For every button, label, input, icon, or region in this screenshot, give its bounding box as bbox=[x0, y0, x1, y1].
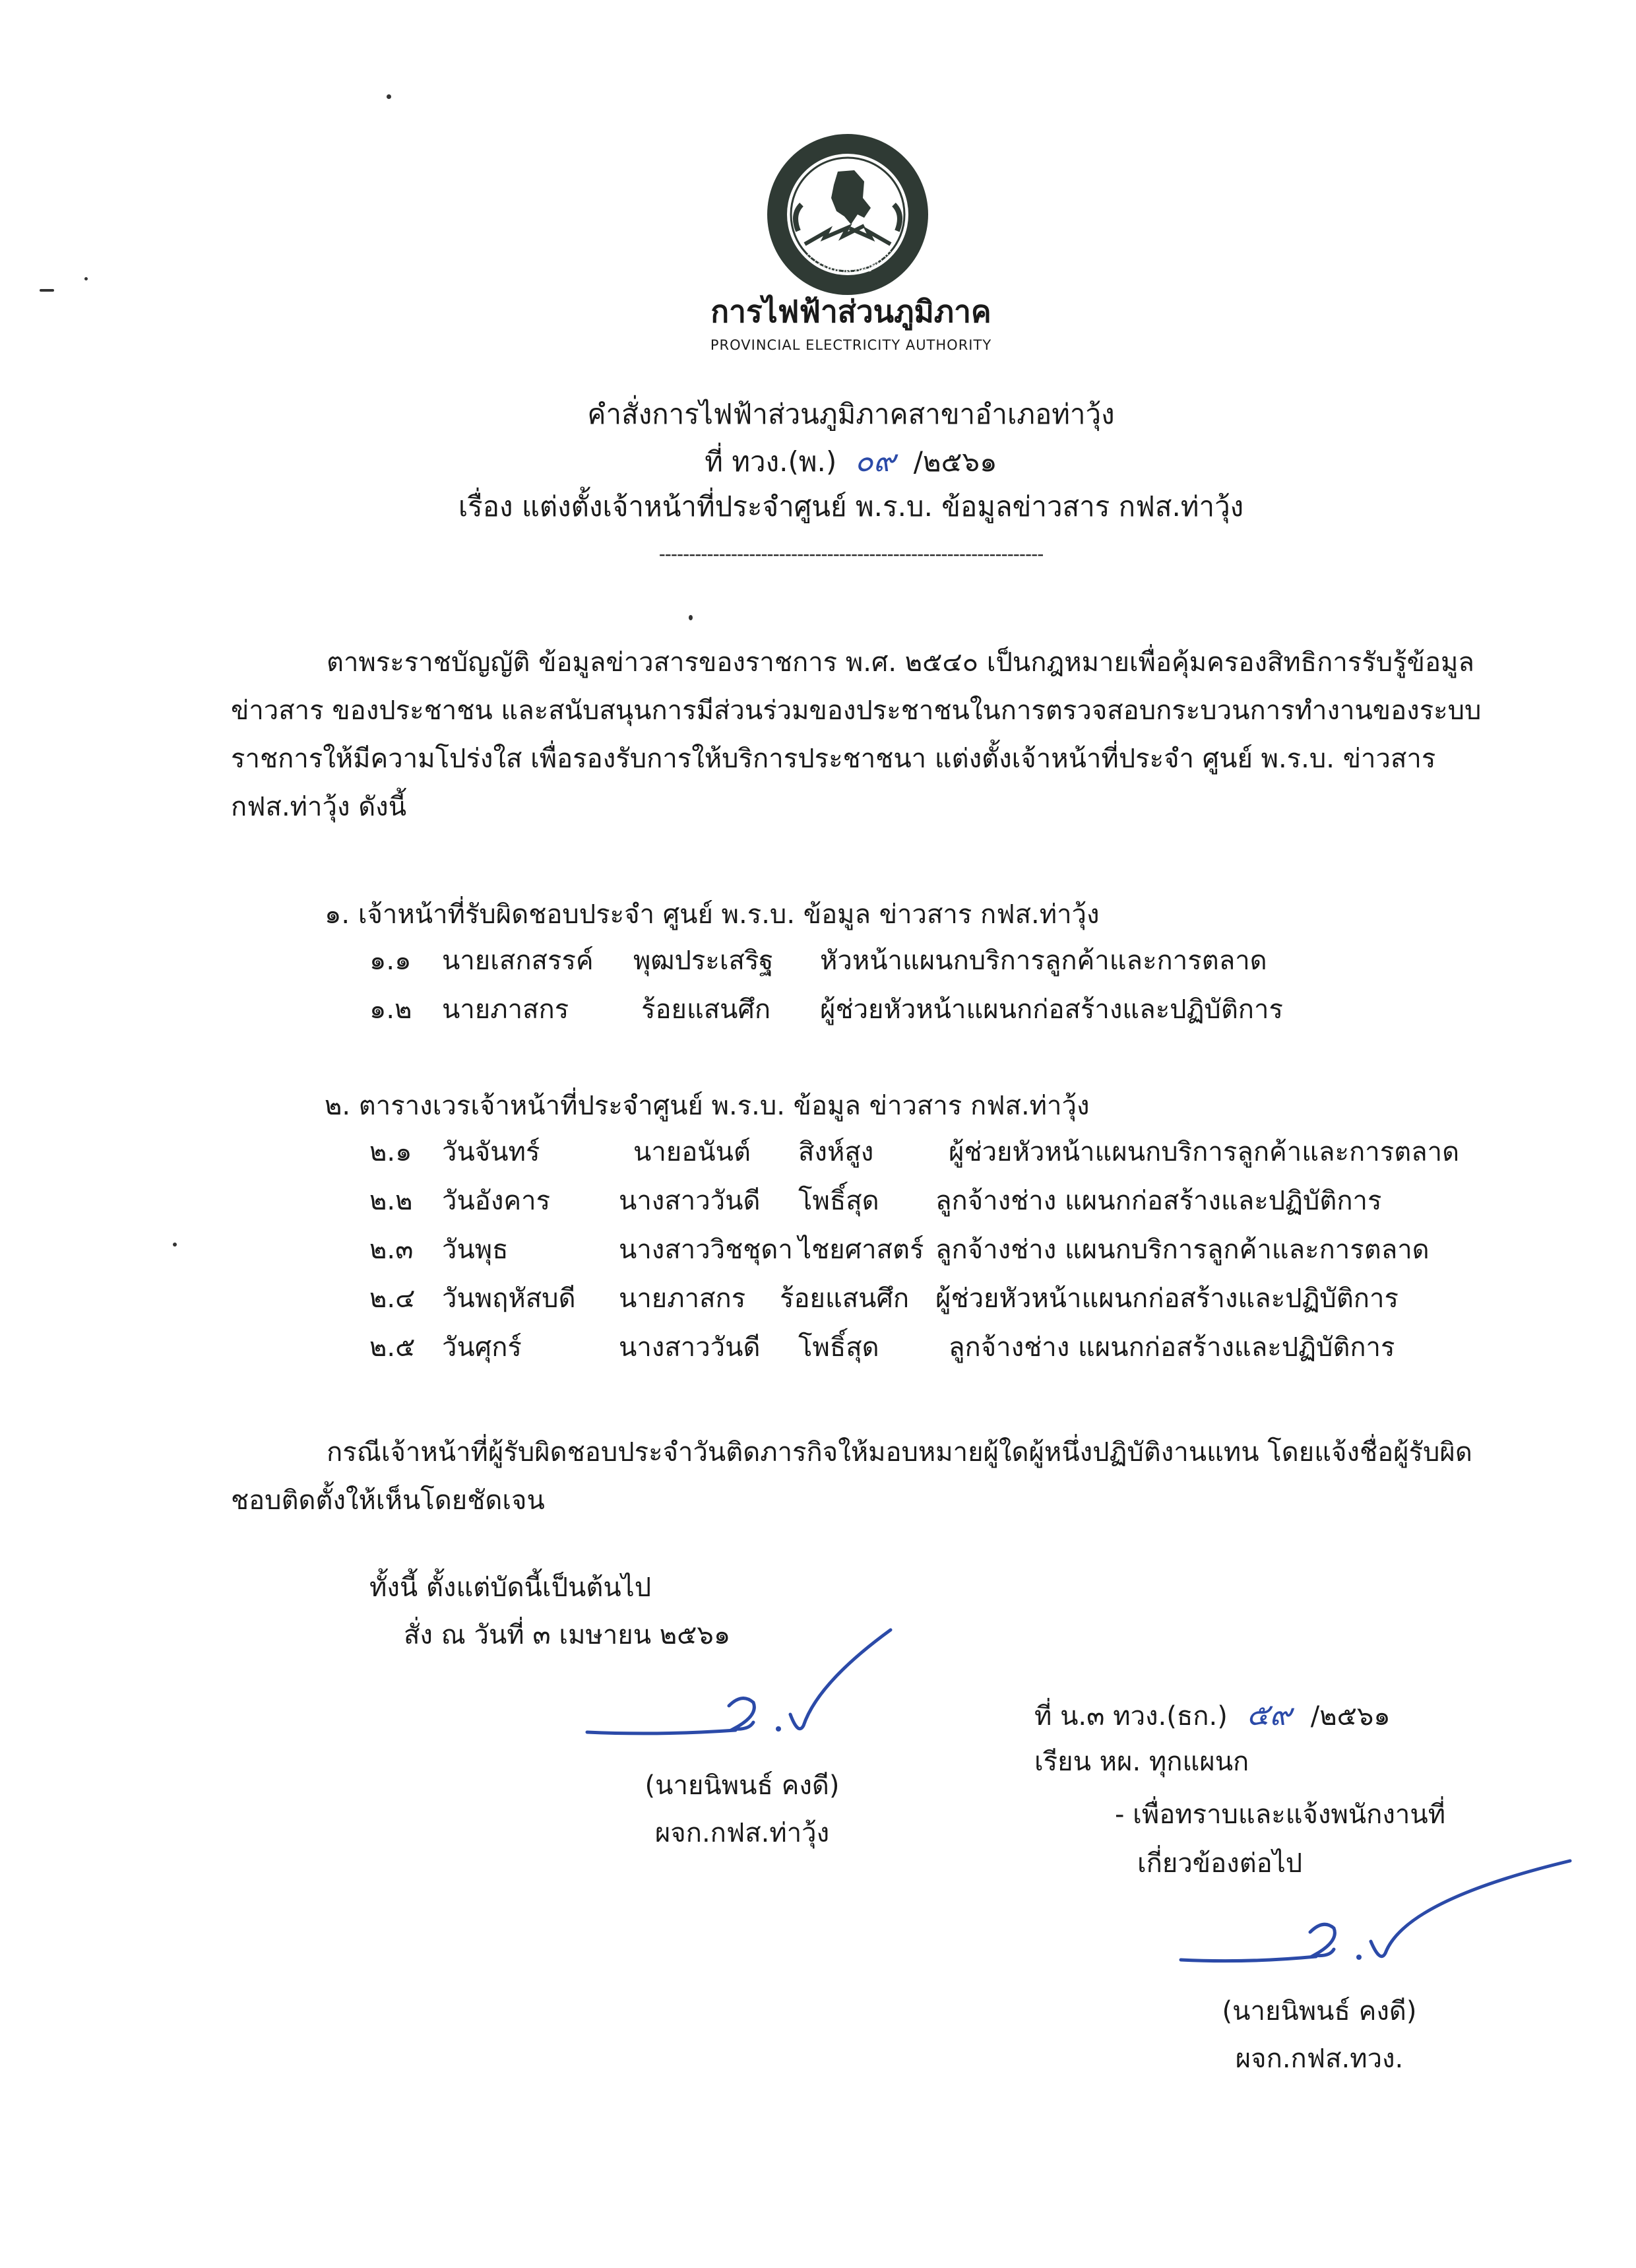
schedule-row bbox=[369, 1132, 1491, 1172]
row-number: ๑.๒ bbox=[369, 994, 412, 1025]
order-number bbox=[515, 442, 1187, 480]
endorsement-number bbox=[1034, 1696, 1391, 1735]
schedule-row bbox=[369, 1279, 1491, 1318]
row-surname: โพธิ์สุด bbox=[798, 1186, 879, 1216]
row-number: ๒.๓ bbox=[369, 1235, 414, 1265]
schedule-row bbox=[369, 1181, 1491, 1221]
row-position: ลูกจ้างช่าง แผนกก่อสร้างและปฏิบัติการ bbox=[949, 1332, 1395, 1363]
row-name: นางสาววิชชุดา bbox=[619, 1235, 793, 1265]
handwritten-signature-icon bbox=[1174, 1848, 1596, 1980]
row-surname: ร้อยแสนศึก bbox=[641, 994, 771, 1025]
row-surname: พุฒประเสริฐ bbox=[633, 946, 774, 976]
order-heading: คำสั่งการไฟฟ้าส่วนภูมิภาคสาขาอำเภอท่าวุ้ง bbox=[587, 398, 1115, 430]
pea-logo bbox=[765, 132, 930, 297]
row-surname: โพธิ์สุด bbox=[798, 1332, 879, 1363]
row-day: วันพุธ bbox=[442, 1235, 509, 1265]
pea-logo-icon bbox=[765, 132, 930, 297]
endorsement-number-handwritten: ๕๙ bbox=[1246, 1697, 1292, 1732]
scan-speck bbox=[689, 615, 693, 620]
header-divider: ---------------------------------------------------------------- bbox=[658, 543, 1044, 565]
effective-statement: ทั้งนี้ ตั้งแต่บัดนี้เป็นต้นไป bbox=[369, 1572, 652, 1603]
row-number: ๒.๑ bbox=[369, 1137, 412, 1167]
row-day: วันอังคาร bbox=[442, 1186, 551, 1216]
signer-left-position: ผจก.กฟส.ท่าวุ้ง bbox=[654, 1818, 830, 1848]
scan-speck bbox=[173, 1243, 177, 1247]
endorsement-note-line2: เกี่ยวข้องต่อไป bbox=[1137, 1848, 1303, 1879]
closing-paragraph: กรณีเจ้าหน้าที่ผู้รับผิดชอบประจำวันติดภารกิจให้มอบหมายผู้ใดผู้หนึ่งปฏิบัติงานแทน โดยแจ้งชื่อผู้รับผิดชอบติดตั้งให้เห็นโดยชัดเจน bbox=[231, 1437, 1472, 1516]
order-date: สั่ง ณ วันที่ ๓ เมษายน ๒๕๖๑ bbox=[404, 1620, 731, 1650]
row-name: นายภาสกร bbox=[619, 1283, 746, 1314]
section1-row bbox=[369, 941, 1491, 981]
endorsement-number-suffix: /๒๕๖๑ bbox=[1310, 1701, 1391, 1732]
order-number-suffix: /๒๕๖๑ bbox=[913, 445, 997, 478]
scan-speck bbox=[40, 289, 54, 292]
section2-title: ๒. ตารางเวรเจ้าหน้าที่ประจำศูนย์ พ.ร.บ. ข้อมูล ข่าวสาร กฟส.ท่าวุ้ง bbox=[325, 1091, 1090, 1121]
order-number-prefix: ที่ ทวง.(พ.) bbox=[705, 445, 837, 478]
row-name: นายเสกสรรค์ bbox=[442, 946, 594, 976]
row-surname: ไชยศาสตร์ bbox=[798, 1235, 924, 1265]
row-day: วันพฤหัสบดี bbox=[442, 1283, 576, 1314]
endorsement-number-prefix: ที่ น.๓ ทวง.(ธก.) bbox=[1034, 1701, 1228, 1732]
row-name: นางสาววันดี bbox=[619, 1186, 761, 1216]
row-position: ผู้ช่วยหัวหน้าแผนกก่อสร้างและปฏิบัติการ bbox=[935, 1283, 1399, 1314]
row-position: หัวหน้าแผนกบริการลูกค้าและการตลาด bbox=[820, 946, 1267, 976]
row-day: วันจันทร์ bbox=[442, 1137, 540, 1167]
row-position: ลูกจ้างช่าง แผนกบริการลูกค้าและการตลาด bbox=[935, 1235, 1430, 1265]
section1-row bbox=[369, 990, 1491, 1029]
row-day: วันศุกร์ bbox=[442, 1332, 522, 1363]
row-name: นายภาสกร bbox=[442, 994, 569, 1025]
row-number: ๒.๕ bbox=[369, 1332, 416, 1363]
endorsement-recipient: เรียน หผ. ทุกแผนก bbox=[1034, 1747, 1249, 1777]
org-name-th: การไฟฟ้าส่วนภูมิภาค bbox=[710, 294, 991, 329]
schedule-row bbox=[369, 1230, 1491, 1270]
row-surname: สิงห์สูง bbox=[798, 1137, 874, 1167]
row-position: ผู้ช่วยหัวหน้าแผนกบริการลูกค้าและการตลาด bbox=[949, 1137, 1460, 1167]
row-position: ผู้ช่วยหัวหน้าแผนกก่อสร้างและปฏิบัติการ bbox=[820, 994, 1283, 1025]
handwritten-signature-icon bbox=[581, 1610, 990, 1755]
signature-right bbox=[1174, 1848, 1596, 1980]
row-name: นายอนันต์ bbox=[633, 1137, 751, 1167]
signer-right-name: (นายนิพนธ์ คงดี) bbox=[1222, 1996, 1417, 2026]
schedule-row bbox=[369, 1328, 1491, 1367]
row-number: ๒.๒ bbox=[369, 1186, 413, 1216]
order-subject: เรื่อง แต่งตั้งเจ้าหน้าที่ประจำศูนย์ พ.ร.บ. ข้อมูลข่าวสาร กฟส.ท่าวุ้ง bbox=[458, 490, 1244, 523]
scan-speck bbox=[387, 94, 391, 99]
row-number: ๑.๑ bbox=[369, 946, 412, 976]
section1-title: ๑. เจ้าหน้าที่รับผิดชอบประจำ ศูนย์ พ.ร.บ. ข้อมูล ข่าวสาร กฟส.ท่าวุ้ง bbox=[325, 899, 1100, 930]
scan-speck bbox=[84, 277, 88, 280]
logo-ring-text: การไฟฟ้าส่วนภูมิภาค bbox=[804, 244, 894, 276]
order-number-handwritten: ๐๙ bbox=[854, 443, 896, 478]
row-number: ๒.๔ bbox=[369, 1283, 416, 1314]
signature-left bbox=[581, 1610, 990, 1755]
endorsement-note-line1: - เพื่อทราบและแจ้งพนักงานที่ bbox=[1115, 1799, 1446, 1830]
signer-right-position: ผจก.กฟส.ทวง. bbox=[1235, 2044, 1404, 2074]
row-position: ลูกจ้างช่าง แผนกก่อสร้างและปฏิบัติการ bbox=[935, 1186, 1382, 1216]
signer-left-name: (นายนิพนธ์ คงดี) bbox=[645, 1770, 840, 1801]
row-name: นางสาววันดี bbox=[619, 1332, 761, 1363]
org-name-en: PROVINCIAL ELECTRICITY AUTHORITY bbox=[710, 337, 992, 353]
row-surname: ร้อยแสนศึก bbox=[780, 1283, 910, 1314]
intro-paragraph: ตาพระราชบัญญัติ ข้อมูลข่าวสารของราชการ พ.ศ. ๒๕๔๐ เป็นกฎหมายเพื่อคุ้มครองสิทธิการรับรู้ข้อมูลข่าวสาร ของประชาชน และสนับสนุนการมีส่วนร่วมของประชาชนในการตรวจสอบกระบวนการทำงานของระบบราชการให้มีความโปร่งใส เพื่อรองรับการให้บริการประชาชนา แต่งตั้งเจ้าหน้าที่ประจำ ศูนย์ พ.ร.บ. ข่าวสาร กฟส.ท่าวุ้ง ดังนี้ bbox=[231, 647, 1482, 822]
